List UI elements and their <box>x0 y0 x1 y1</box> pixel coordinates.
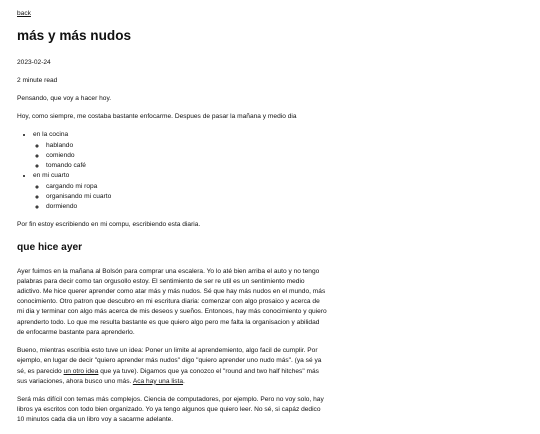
post-content <box>17 9 327 434</box>
paragraph-4-text-2: que ya tuve). Digamos que ya conozco el "round and two half hitches" más sus variaciones, ahora busco uno más. <box>17 367 319 385</box>
back-link[interactable]: back <box>17 10 31 17</box>
other-idea-link[interactable]: un otro idea <box>63 367 99 375</box>
knot-list-link[interactable]: Aca hay una lista <box>132 377 184 385</box>
paragraph-4 <box>17 346 327 387</box>
paragraph-1: Hoy, como siempre, me costaba bastante enfocarme. Despues de pasar la mañana y medio dia <box>17 113 297 121</box>
read-time: 2 minute read <box>17 76 58 84</box>
sublist-item: ◦ hablando <box>46 141 327 151</box>
list-item <box>33 130 327 171</box>
paragraph-4-text-3: . <box>183 377 185 385</box>
paragraph-2: Por fin estoy escribiendo en mi compu, escribiendo esta diaria. <box>17 221 201 229</box>
paragraph-4-text-1: Bueno, mientras escribia esto tuve un idea: Poner un limite al aprendemiento, algo facil de cumplir. Por ejemplo, en lugar de decir "quiero aprender más nudos" digo "quiero aprender uno nudo más". (ya sé ya sé, es parecido <box>17 347 322 375</box>
sublist <box>33 182 327 213</box>
sublist-item: ◦ organisando mi cuarto <box>46 192 327 202</box>
sublist-item: ◦ cargando mi ropa <box>46 182 327 192</box>
sublist-item: ◦ tomando café <box>46 161 327 171</box>
sublist-item: ◦ dormiendo <box>46 202 327 212</box>
paragraph-3: Ayer fuimos en la mañana al Bolsón para comprar una escalera. Yo lo até bien arriba el auto y no tengo palabras para decir como tan orgusollo estoy. El sentimiento de ser re util es un sentimiento medio adictivo. Me hice querer aprender como atar más y más nudos. Sé que hay más nudos en el mundo, más conocimiento. Otro patron que descubro en mi escritura diaria: comenzar con algo prosaico y acerca de mi dia y terminar con algo más acerca de mis deseos y sueños. Entonces, hay más conocimiento y quiero aprenderto todo. Lo que me resulta bastante es que quiero algo pero me falta la organisacion y abilidad de enfocarme bastante para aprenderlo. <box>17 267 327 336</box>
post-date: 2023-02-24 <box>17 58 51 66</box>
list-item-label: en la cocina <box>33 131 69 139</box>
sublist-item: ◦ comiendo <box>46 151 327 161</box>
section-heading: que hice ayer <box>17 242 83 254</box>
activity-list <box>17 130 327 212</box>
sublist <box>33 141 327 172</box>
intro-paragraph: Pensando, que voy a hacer hoy. <box>17 94 112 102</box>
list-item <box>33 171 327 212</box>
list-item-label: en mi cuarto <box>33 172 70 180</box>
post-title: más y más nudos <box>17 28 132 44</box>
paragraph-5: Será más difícil con temas más complejos. Ciencia de computadores, por ejemplo. Pero no voy solo, hay libros ya escritos con todo bien organizado. Yo ya tengo algunos que quiero leer. No sé, si capáz dedico 10 minutos cada dia un libro voy a sacarme adelante. <box>17 396 324 424</box>
